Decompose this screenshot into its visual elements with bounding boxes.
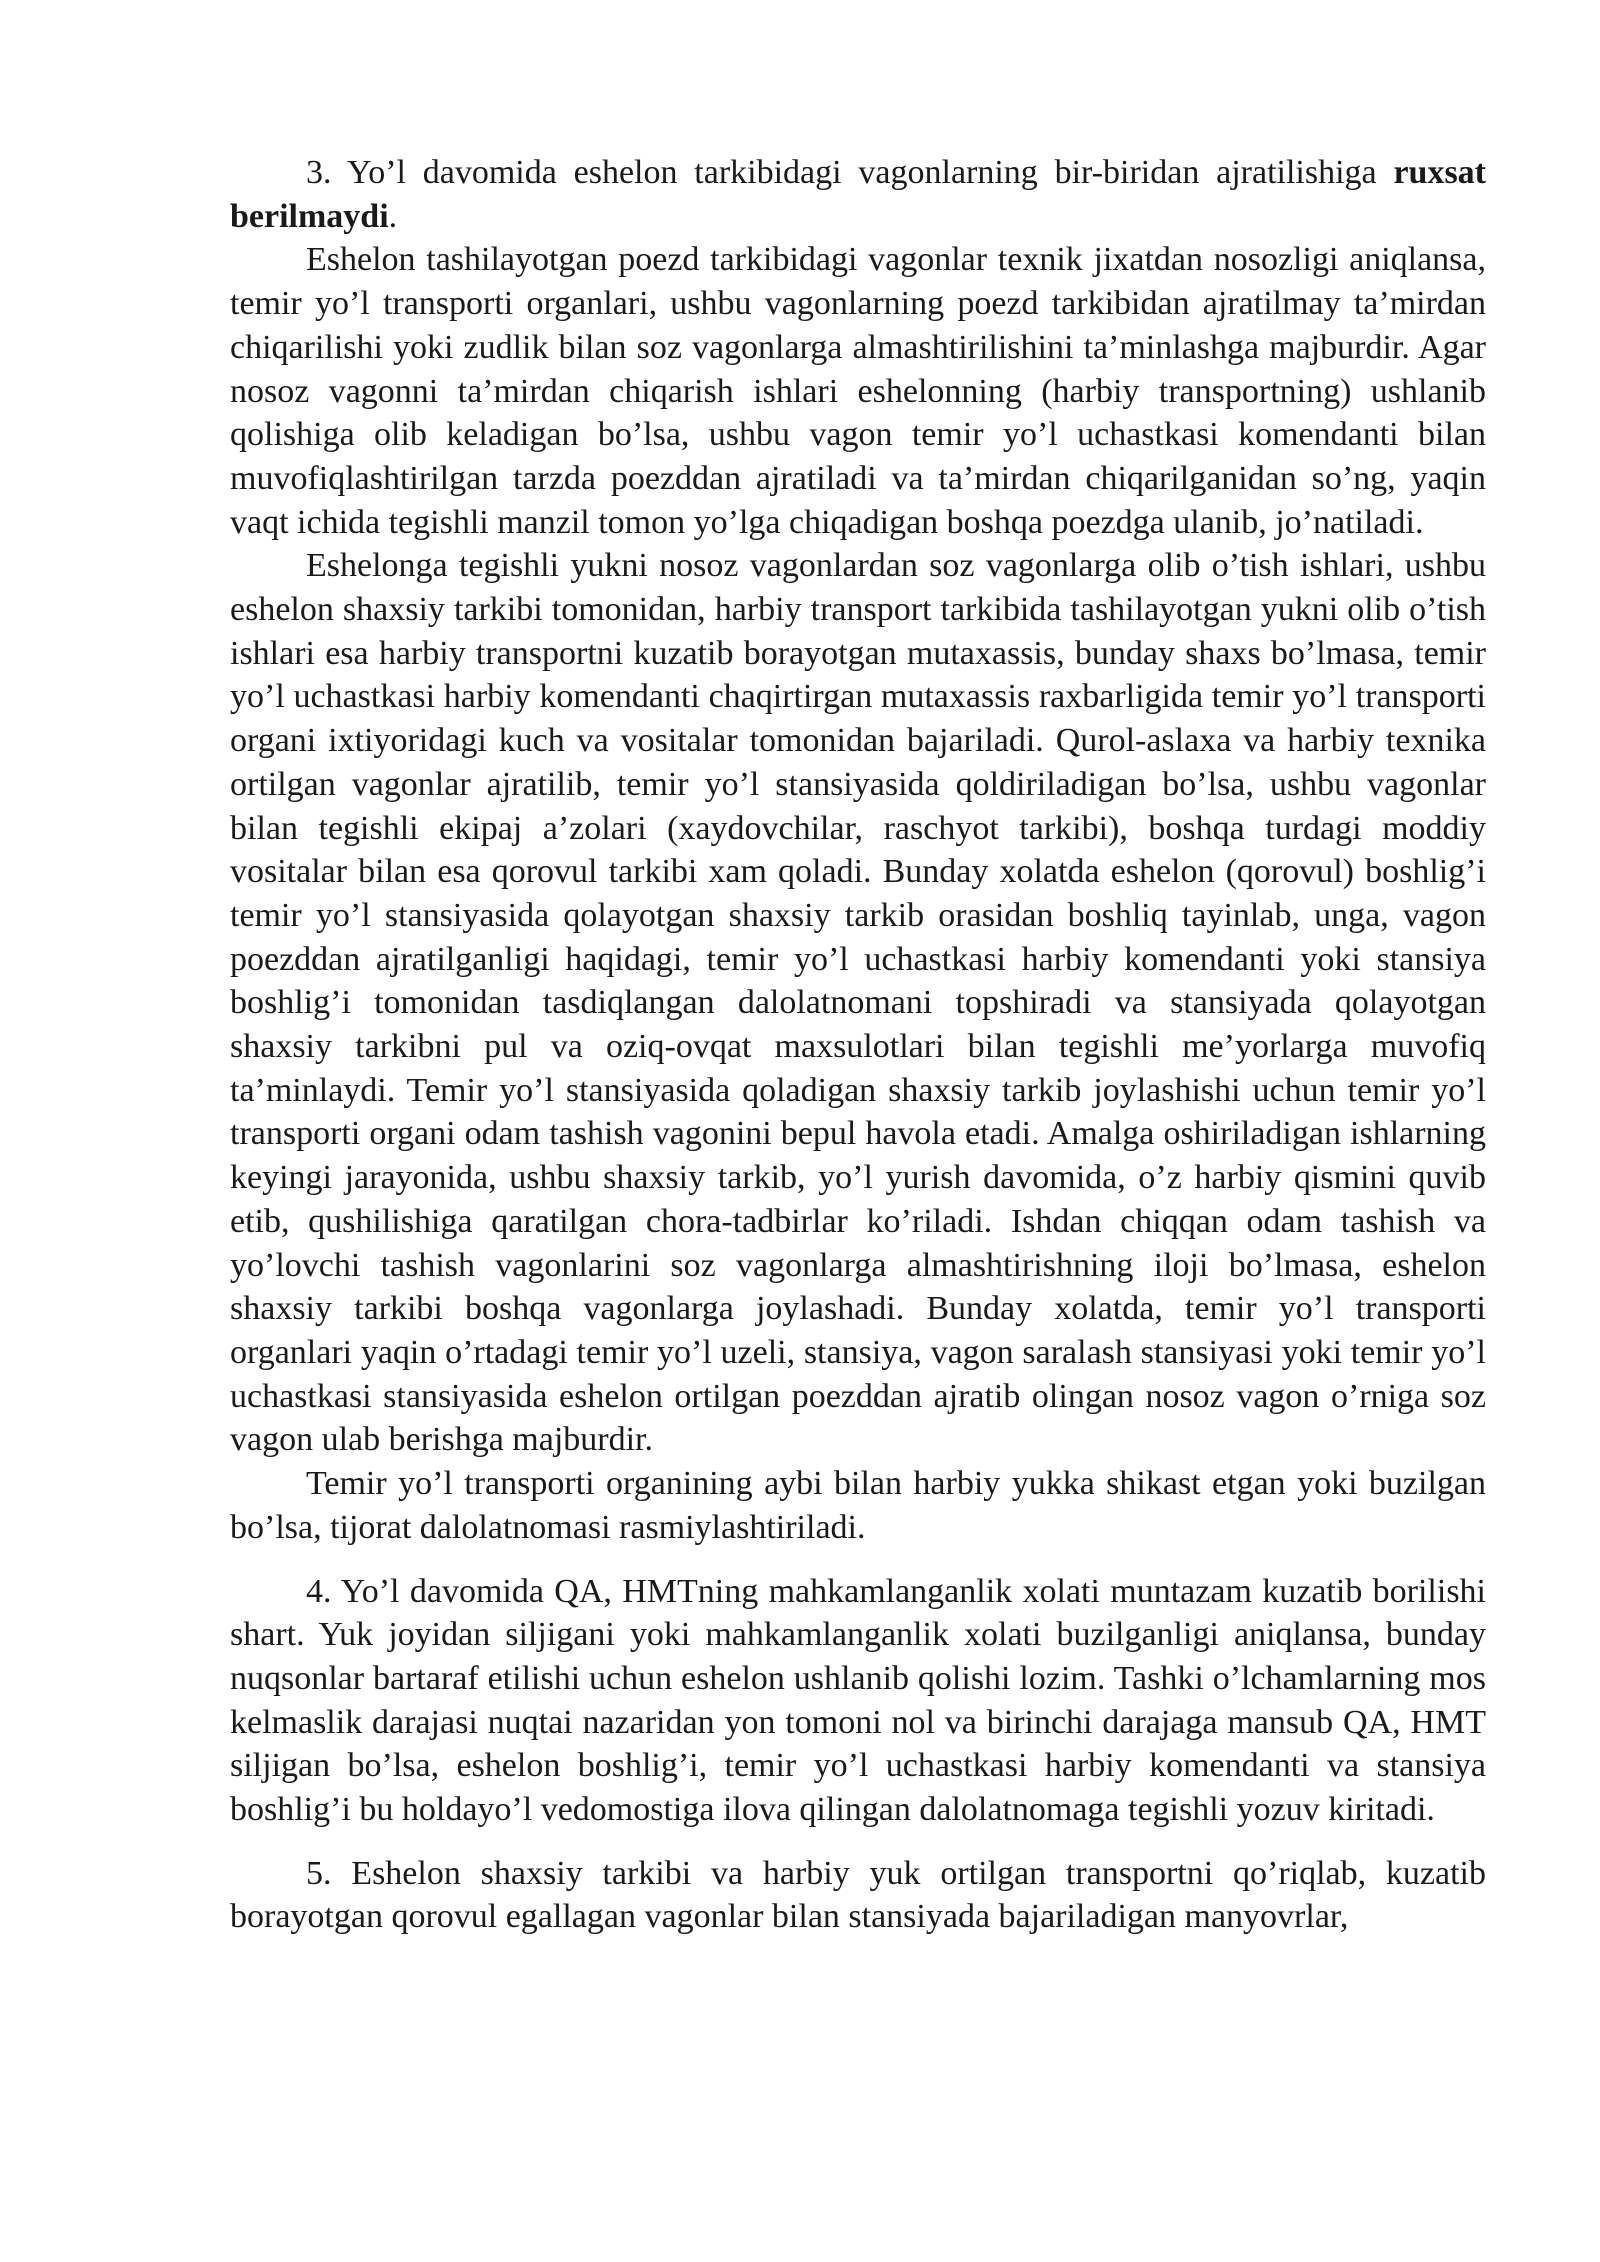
paragraph-cargo-transfer: Eshelonga tegishli yukni nosoz vagonlardan soz vagonlarga olib o’tish ishlari, ushbu eshelon shaxsiy tarkibi tomonidan, harbiy transport tarkibida tashilayotgan yukni olib o’tish ishlari esa harbiy transportni kuzatib borayotgan mutaxassis, bunday shaxs bo’lmasa, temir yo’l uchastkasi harbiy komendanti chaqirtirgan mutaxassis raxbarligida temir yo’l transporti organi ixtiyoridagi kuch va vositalar tomonidan bajariladi. Qurol-aslaxa va harbiy texnika ortilgan vagonlar ajratilib, temir yo’l stansiyasida qoldiriladigan bo’lsa, ushbu vagonlar bilan tegishli ekipaj a’zolari (xaydovchilar, raschyot tarkibi), boshqa turdagi moddiy vositalar bilan esa qorovul tarkibi xam qoladi. Bunday xolatda eshelon (qorovul) boshlig’i temir yo’l stansiyasida qolayotgan shaxsiy tarkib orasidan boshliq tayinlab, unga, vagon poezddan ajratilganligi haqidagi, temir yo’l uchastkasi harbiy komendanti yoki stansiya boshlig’i tomonidan tasdiqlangan dalolatnomani topshiradi va stansiyada qolayotgan shaxsiy tarkibni pul va oziq-ovqat maxsulotlari bilan tegishli me’yorlarga muvofiq ta’minlaydi. Temir yo’l stansiyasida qoladigan shaxsiy tarkib joylashishi uchun temir yo’l transporti organi odam tashish vagonini bepul havola etadi. Amalga oshiriladigan ishlarning keyingi jarayonida, ushbu shaxsiy tarkib, yo’l yurish davomida, o’z harbiy qismini quvib etib, qushilishiga qaratilgan chora-tadbirlar ko’riladi. Ishdan chiqqan odam tashish va yo’lovchi tashish vagonlarini soz vagonlarga almashtirishning iloji bo’lmasa, eshelon shaxsiy tarkibi boshqa vagonlarga joylashadi. Bunday xolatda, temir yo’l transporti organlari yaqin o’rtadagi temir yo’l uzeli, stansiya, vagon saralash stansiyasi yoki temir yo’l uchastkasi stansiyasida eshelon ortilgan poezddan ajratib olingan nosoz vagon o’rniga soz vagon ulab berishga majburdir.	[230, 547, 1486, 1459]
paragraph-3-lead: 3. Yo’l davomida eshelon tarkibidagi vagonlarning bir-biridan ajratilishiga	[306, 154, 1394, 191]
paragraph-defective-wagons: Eshelon tashilayotgan poezd tarkibidagi vagonlar texnik jixatdan nosozligi aniqlansa, temir yo’l transporti organlari, ushbu vagonlarning poezd tarkibidan ajratilmay ta’mirdan chiqarilishi yoki zudlik bilan soz vagonlarga almashtirilishini ta’minlashga majburdir. Agar nosoz vagonni ta’mirdan chiqarish ishlari eshelonning (harbiy transportning) ushlanib qolishiga olib keladigan bo’lsa, ushbu vagon temir yo’l uchastkasi komendanti bilan muvofiqlashtirilgan tarzda poezddan ajratiladi va ta’mirdan chiqarilganidan so’ng, yaqin vaqt ichida tegishli manzil tomon yo’lga chiqadigan boshqa poezdga ulanib, jo’natiladi.	[230, 241, 1486, 541]
document-page	[230, 151, 1486, 1939]
paragraph-commercial-act: Temir yo’l transporti organining aybi bilan harbiy yukka shikast etgan yoki buzilgan bo’lsa, tijorat dalolatnomasi rasmiylashtiriladi.	[230, 1465, 1486, 1546]
paragraph-3-bold: ruxsat berilmaydi	[230, 154, 1486, 235]
paragraph-5: 5. Eshelon shaxsiy tarkibi va harbiy yuk ortilgan transportni qo’riqlab, kuzatib borayotgan qorovul egallagan vagonlar bilan stansiyada bajariladigan manyovrlar,	[230, 1854, 1486, 1936]
paragraph-3	[230, 151, 1486, 238]
paragraph-4: 4. Yo’l davomida QA, HMTning mahkamlanganlik xolati muntazam kuzatib borilishi shart. Yuk joyidan siljigani yoki mahkamlanganlik xolati buzilganligi aniqlansa, bunday nuqsonlar bartaraf etilishi uchun eshelon ushlanib qolishi lozim. Tashki o’lchamlarning mos kelmaslik darajasi nuqtai nazaridan yon tomoni nol va birinchi darajaga mansub QA, HMT siljigan bo’lsa, eshelon boshlig’i, temir yo’l uchastkasi harbiy komendanti va stansiya boshlig’i bu holdayo’l vedomostiga ilova qilingan dalolatnomaga tegishli yozuv kiritadi.	[230, 1572, 1486, 1829]
paragraph-3-tail: .	[388, 197, 398, 235]
